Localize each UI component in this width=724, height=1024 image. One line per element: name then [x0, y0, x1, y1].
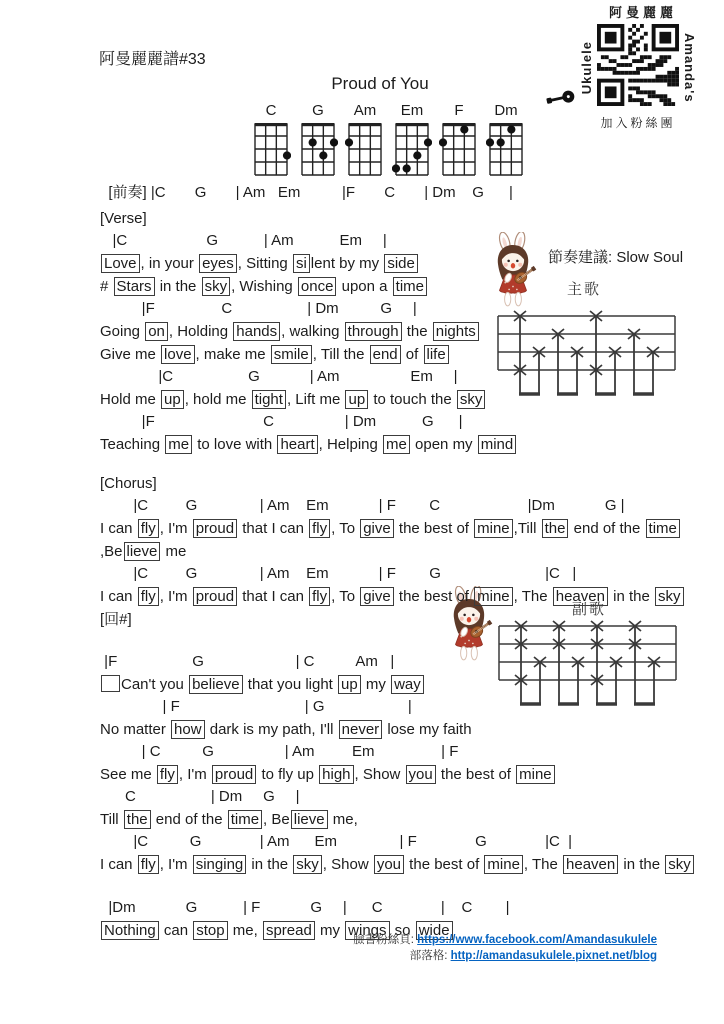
- boxed-lyric: eyes: [199, 254, 237, 273]
- lyric-line: [100, 275, 700, 298]
- lyric-line: [100, 808, 700, 831]
- qr-left-label: Ukulele: [579, 40, 594, 95]
- boxed-lyric: fly: [138, 587, 159, 606]
- boxed-lyric: [101, 675, 120, 692]
- lyric-text: , Holding: [168, 323, 233, 340]
- boxed-lyric: you: [374, 855, 404, 874]
- lyric-line: [100, 343, 700, 366]
- lyric-text: upon a: [337, 278, 392, 295]
- chord-name: C: [265, 102, 277, 119]
- boxed-lyric: proud: [212, 765, 256, 784]
- boxed-lyric: high: [319, 765, 353, 784]
- fan-page-qr-block: [552, 2, 724, 131]
- lyric-text: , I'm: [159, 520, 192, 537]
- song-section-intro: [100, 182, 700, 204]
- lyric-text: , I'm: [178, 766, 211, 783]
- boxed-lyric: me: [383, 435, 410, 454]
- chord-name: G: [312, 102, 324, 119]
- chord-line: |C G | Am Em | F G |C |: [100, 565, 577, 582]
- boxed-lyric: once: [298, 277, 337, 296]
- lyric-text: my: [361, 676, 391, 693]
- qr-join-label: 加入粉絲團: [600, 116, 676, 130]
- lyric-text: Can't you: [121, 676, 189, 693]
- lyric-text: [回#]: [100, 588, 689, 628]
- boxed-lyric: Stars: [114, 277, 155, 296]
- boxed-lyric: lieve: [291, 810, 328, 829]
- lyric-text: , Wishing: [231, 278, 297, 295]
- lyric-text: that I can: [238, 588, 309, 605]
- boxed-lyric: time: [228, 810, 262, 829]
- chord-line: |C G | Am Em | F C |Dm G |: [100, 497, 625, 514]
- lyric-text: , Show: [322, 856, 373, 873]
- blog-line: [353, 948, 657, 964]
- chord-name: Em: [400, 102, 424, 119]
- boxed-lyric: me: [165, 435, 192, 454]
- lyric-text: ,Be: [100, 543, 123, 560]
- lyric-text: , hold me: [184, 391, 251, 408]
- lyric-text: , To: [331, 588, 360, 605]
- chord-line: |F C | Dm G |: [100, 413, 463, 430]
- lyric-text: Teaching: [100, 436, 165, 453]
- series-title: 阿曼麗麗譜#33: [99, 51, 206, 68]
- chord-diagram-row: [251, 103, 526, 179]
- lyric-text: to touch the: [369, 391, 456, 408]
- lyric-text: , I'm: [159, 588, 192, 605]
- boxed-lyric: end: [370, 345, 401, 364]
- lyric-text: the best of: [394, 588, 474, 605]
- lyric-text: , make me: [195, 346, 270, 363]
- lyric-text: #: [100, 278, 113, 295]
- lyric-line: [100, 673, 700, 696]
- qr-right-label: Amanda's: [682, 32, 697, 103]
- boxed-lyric: sky: [655, 587, 684, 606]
- song-section-bridge: [100, 651, 700, 876]
- lyric-text: ,Till: [513, 520, 541, 537]
- chord-line: |F G | C Am |: [100, 653, 395, 670]
- boxed-lyric: fly: [138, 519, 159, 538]
- chord-line: | C G | Am Em | F: [100, 743, 459, 760]
- chord-line: | F | G |: [100, 698, 412, 715]
- boxed-lyric: mine: [474, 519, 513, 538]
- lyric-text: in the: [155, 278, 201, 295]
- lyric-text: Hold me: [100, 391, 161, 408]
- blog-label: 部落格:: [409, 950, 451, 962]
- lyric-text: , in your: [140, 255, 199, 272]
- lyric-text: , Helping: [318, 436, 383, 453]
- lyric-text: of: [401, 346, 423, 363]
- chord-diagram-F: [439, 103, 479, 179]
- song-body: [100, 182, 700, 942]
- chorus-pattern-label: 副歌: [572, 601, 607, 618]
- boxed-lyric: up: [345, 390, 368, 409]
- lyric-text: , I'm: [159, 856, 192, 873]
- boxed-lyric: time: [393, 277, 427, 296]
- boxed-lyric: the: [542, 519, 569, 538]
- section-label: [Verse]: [100, 210, 147, 227]
- verse-pattern-label: 主歌: [567, 281, 602, 298]
- section-label: [Chorus]: [100, 475, 157, 492]
- lyric-text: Till: [100, 811, 123, 828]
- lyric-text: , The: [513, 588, 552, 605]
- song-section-verse: [100, 207, 700, 456]
- boxed-lyric: heart: [277, 435, 317, 454]
- chord-line: [前奏] |C G | Am Em |F C | Dm G |: [100, 184, 513, 201]
- qr-brand-label: 阿曼麗麗: [608, 5, 677, 20]
- facebook-label: 臉書粉絲頁:: [353, 934, 418, 946]
- facebook-line: [353, 932, 657, 948]
- chord-name: F: [454, 102, 464, 119]
- boxed-lyric: love: [161, 345, 195, 364]
- lyric-line: [100, 853, 700, 876]
- lyric-text: the best of: [405, 856, 484, 873]
- boxed-lyric: through: [345, 322, 402, 341]
- boxed-lyric: the: [124, 810, 151, 829]
- song-title: Proud of You: [331, 74, 429, 93]
- lyric-text: can: [159, 922, 193, 939]
- boxed-lyric: fly: [157, 765, 178, 784]
- lyric-text: I can: [100, 520, 137, 537]
- lyric-text: Give me: [100, 346, 161, 363]
- footer-links: [353, 932, 657, 964]
- lyric-line: [100, 718, 700, 741]
- boxed-lyric: mine: [484, 855, 523, 874]
- boxed-lyric: spread: [263, 921, 315, 940]
- boxed-lyric: sky: [665, 855, 694, 874]
- lyric-text: , Till the: [312, 346, 369, 363]
- boxed-lyric: believe: [189, 675, 243, 694]
- lyric-line: [100, 320, 700, 343]
- lyric-text: , Sitting: [237, 255, 292, 272]
- lyric-text: See me: [100, 766, 156, 783]
- lyric-line: [100, 763, 700, 786]
- lyric-line: [100, 585, 700, 631]
- boxed-lyric: proud: [193, 587, 237, 606]
- lyric-text: end of the: [569, 520, 645, 537]
- boxed-lyric: smile: [271, 345, 312, 364]
- lyric-text: in the: [247, 856, 293, 873]
- lyric-text: I can: [100, 588, 137, 605]
- chord-line: |C G | Am Em |: [100, 232, 387, 249]
- lyric-text: , The: [523, 856, 563, 873]
- lyric-text: so: [390, 922, 415, 939]
- boxed-lyric: fly: [309, 587, 330, 606]
- lyric-text: me: [161, 543, 187, 560]
- boxed-lyric: life: [424, 345, 449, 364]
- chord-line: |C G | Am Em |: [100, 368, 458, 385]
- lyric-text: , Lift me: [286, 391, 345, 408]
- lyric-text: to fly up: [257, 766, 319, 783]
- boxed-lyric: lieve: [124, 542, 161, 561]
- lyric-text: No matter: [100, 721, 171, 738]
- boxed-lyric: give: [360, 519, 394, 538]
- boxed-lyric: proud: [193, 519, 237, 538]
- lyric-text: I can: [100, 856, 137, 873]
- chord-diagram-G: [298, 103, 338, 179]
- boxed-lyric: singing: [193, 855, 247, 874]
- boxed-lyric: mine: [516, 765, 555, 784]
- chord-diagram-Am: [345, 103, 385, 179]
- qr-code: [597, 24, 679, 111]
- chord-line: |F C | Dm G |: [100, 300, 417, 317]
- lyric-text: me,: [328, 811, 358, 828]
- chord-diagram-Em: [392, 103, 432, 179]
- lyric-text: lent by my: [310, 255, 384, 272]
- boxed-lyric: you: [406, 765, 436, 784]
- boxed-lyric: heaven: [553, 587, 608, 606]
- lyric-line: [100, 517, 700, 563]
- lyric-text: dark is my path, I'll: [205, 721, 338, 738]
- boxed-lyric: sky: [293, 855, 322, 874]
- boxed-lyric: way: [391, 675, 424, 694]
- lyric-text: me,: [228, 922, 262, 939]
- lyric-text: in the: [608, 588, 654, 605]
- boxed-lyric: nights: [433, 322, 479, 341]
- lyric-text: my: [315, 922, 345, 939]
- lyric-text: Going: [100, 323, 145, 340]
- boxed-lyric: tight: [252, 390, 286, 409]
- boxed-lyric: sky: [202, 277, 231, 296]
- boxed-lyric: wide: [416, 921, 453, 940]
- boxed-lyric: wings: [345, 921, 389, 940]
- boxed-lyric: never: [339, 720, 383, 739]
- boxed-lyric: give: [360, 587, 394, 606]
- boxed-lyric: Love: [101, 254, 140, 273]
- boxed-lyric: mine: [474, 587, 513, 606]
- boxed-lyric: side: [384, 254, 418, 273]
- blog-link[interactable]: http://amandasukulele.pixnet.net/blog: [450, 950, 657, 962]
- boxed-lyric: fly: [309, 519, 330, 538]
- lyric-line: [100, 388, 700, 411]
- boxed-lyric: fly: [138, 855, 159, 874]
- boxed-lyric: time: [646, 519, 680, 538]
- lyric-text: that I can: [238, 520, 309, 537]
- lyric-text: the: [402, 323, 432, 340]
- lyric-text: , Be: [263, 811, 290, 828]
- lyric-text: open my: [410, 436, 477, 453]
- boxed-lyric: stop: [193, 921, 227, 940]
- lyric-line: [100, 433, 700, 456]
- lyric-text: to love with: [193, 436, 277, 453]
- boxed-lyric: mind: [478, 435, 517, 454]
- chord-line: C | Dm G |: [100, 788, 300, 805]
- boxed-lyric: si: [293, 254, 310, 273]
- boxed-lyric: heaven: [563, 855, 618, 874]
- rhythm-suggestion-label: 節奏建議: Slow Soul: [548, 249, 684, 266]
- chord-line: |Dm G | F G | C | C |: [100, 899, 510, 916]
- lyric-text: , walking: [281, 323, 344, 340]
- lyric-text: end of the: [151, 811, 227, 828]
- boxed-lyric: sky: [457, 390, 486, 409]
- lyric-text: the best of: [394, 520, 474, 537]
- song-section-chorus: [100, 472, 700, 631]
- chord-name: Am: [353, 102, 377, 119]
- boxed-lyric: up: [161, 390, 184, 409]
- boxed-lyric: up: [338, 675, 361, 694]
- chord-diagram-Dm: [486, 103, 526, 179]
- lyric-line: [100, 252, 700, 275]
- chord-name: Dm: [494, 102, 518, 119]
- boxed-lyric: Nothing: [101, 921, 159, 940]
- boxed-lyric: on: [145, 322, 168, 341]
- lyric-text: , Show: [354, 766, 405, 783]
- lyric-text: the best of: [436, 766, 516, 783]
- lyric-text: lose my faith: [383, 721, 472, 738]
- chord-line: |C G | Am Em | F G |C |: [100, 833, 573, 850]
- lyric-text: that you light: [243, 676, 338, 693]
- facebook-link[interactable]: https://www.facebook.com/Amandasukulele: [417, 934, 657, 946]
- chord-diagram-C: [251, 103, 291, 179]
- lyric-text: , To: [331, 520, 360, 537]
- boxed-lyric: how: [171, 720, 205, 739]
- boxed-lyric: hands: [233, 322, 280, 341]
- lyric-text: in the: [619, 856, 665, 873]
